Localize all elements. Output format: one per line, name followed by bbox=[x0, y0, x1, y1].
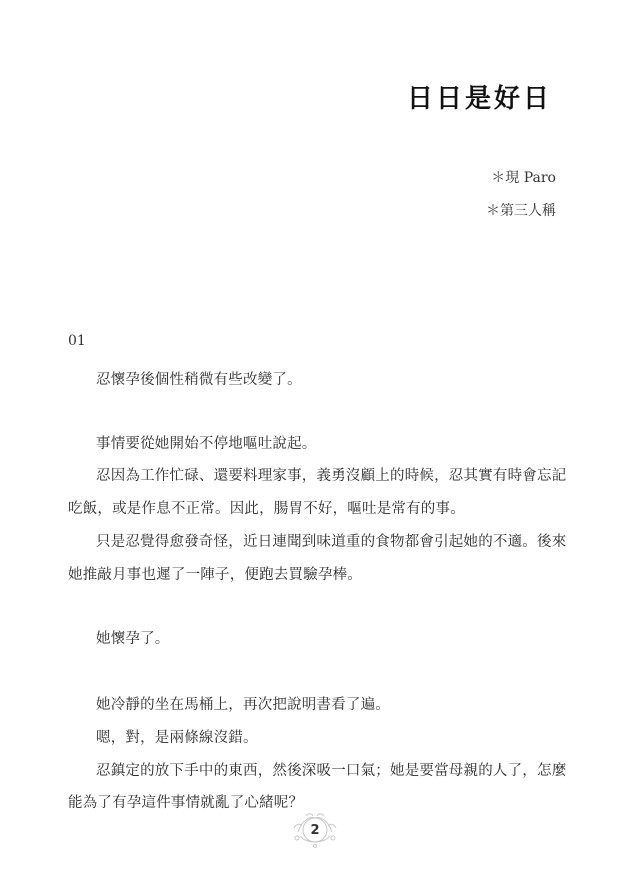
body-line: 忍因為工作忙碌、還要料理家事，義勇沒顧上的時候，忍其實有時會忘記 bbox=[96, 468, 567, 484]
body-line: 嗯，對，是兩條線沒錯。 bbox=[96, 730, 258, 746]
body-line: 只是忍覺得愈發奇怪，近日連聞到味道重的食物都會引起她的不適。後來 bbox=[96, 534, 567, 550]
body-line: 忍懷孕後個性稍微有些改變了。 bbox=[96, 372, 302, 388]
body-line: 她冷靜的坐在馬桶上，再次把說明書看了遍。 bbox=[96, 697, 390, 713]
note-line-2: ＊第三人稱 bbox=[486, 203, 556, 219]
page-number: 2 bbox=[310, 823, 320, 838]
body-line: 忍鎮定的放下手中的東西，然後深吸一口氣；她是要當母親的人了，怎麼 bbox=[96, 763, 567, 779]
body-line: 能為了有孕這件事情就亂了心緒呢？ bbox=[68, 795, 304, 811]
body-line: 她推敲月事也遲了一陣子，便跑去買驗孕棒。 bbox=[68, 567, 362, 583]
page-title: 日日是好日 bbox=[406, 84, 552, 114]
page-number-ornament bbox=[288, 810, 342, 850]
body-line: 事情要從她開始不停地嘔吐說起。 bbox=[96, 436, 317, 452]
body-line: 吃飯，或是作息不正常。因此，腸胃不好，嘔吐是常有的事。 bbox=[68, 501, 465, 517]
body-line: 她懷孕了。 bbox=[96, 631, 170, 647]
note-line-1: ＊現 Paro bbox=[491, 170, 556, 186]
chapter-number: 01 bbox=[68, 333, 86, 349]
